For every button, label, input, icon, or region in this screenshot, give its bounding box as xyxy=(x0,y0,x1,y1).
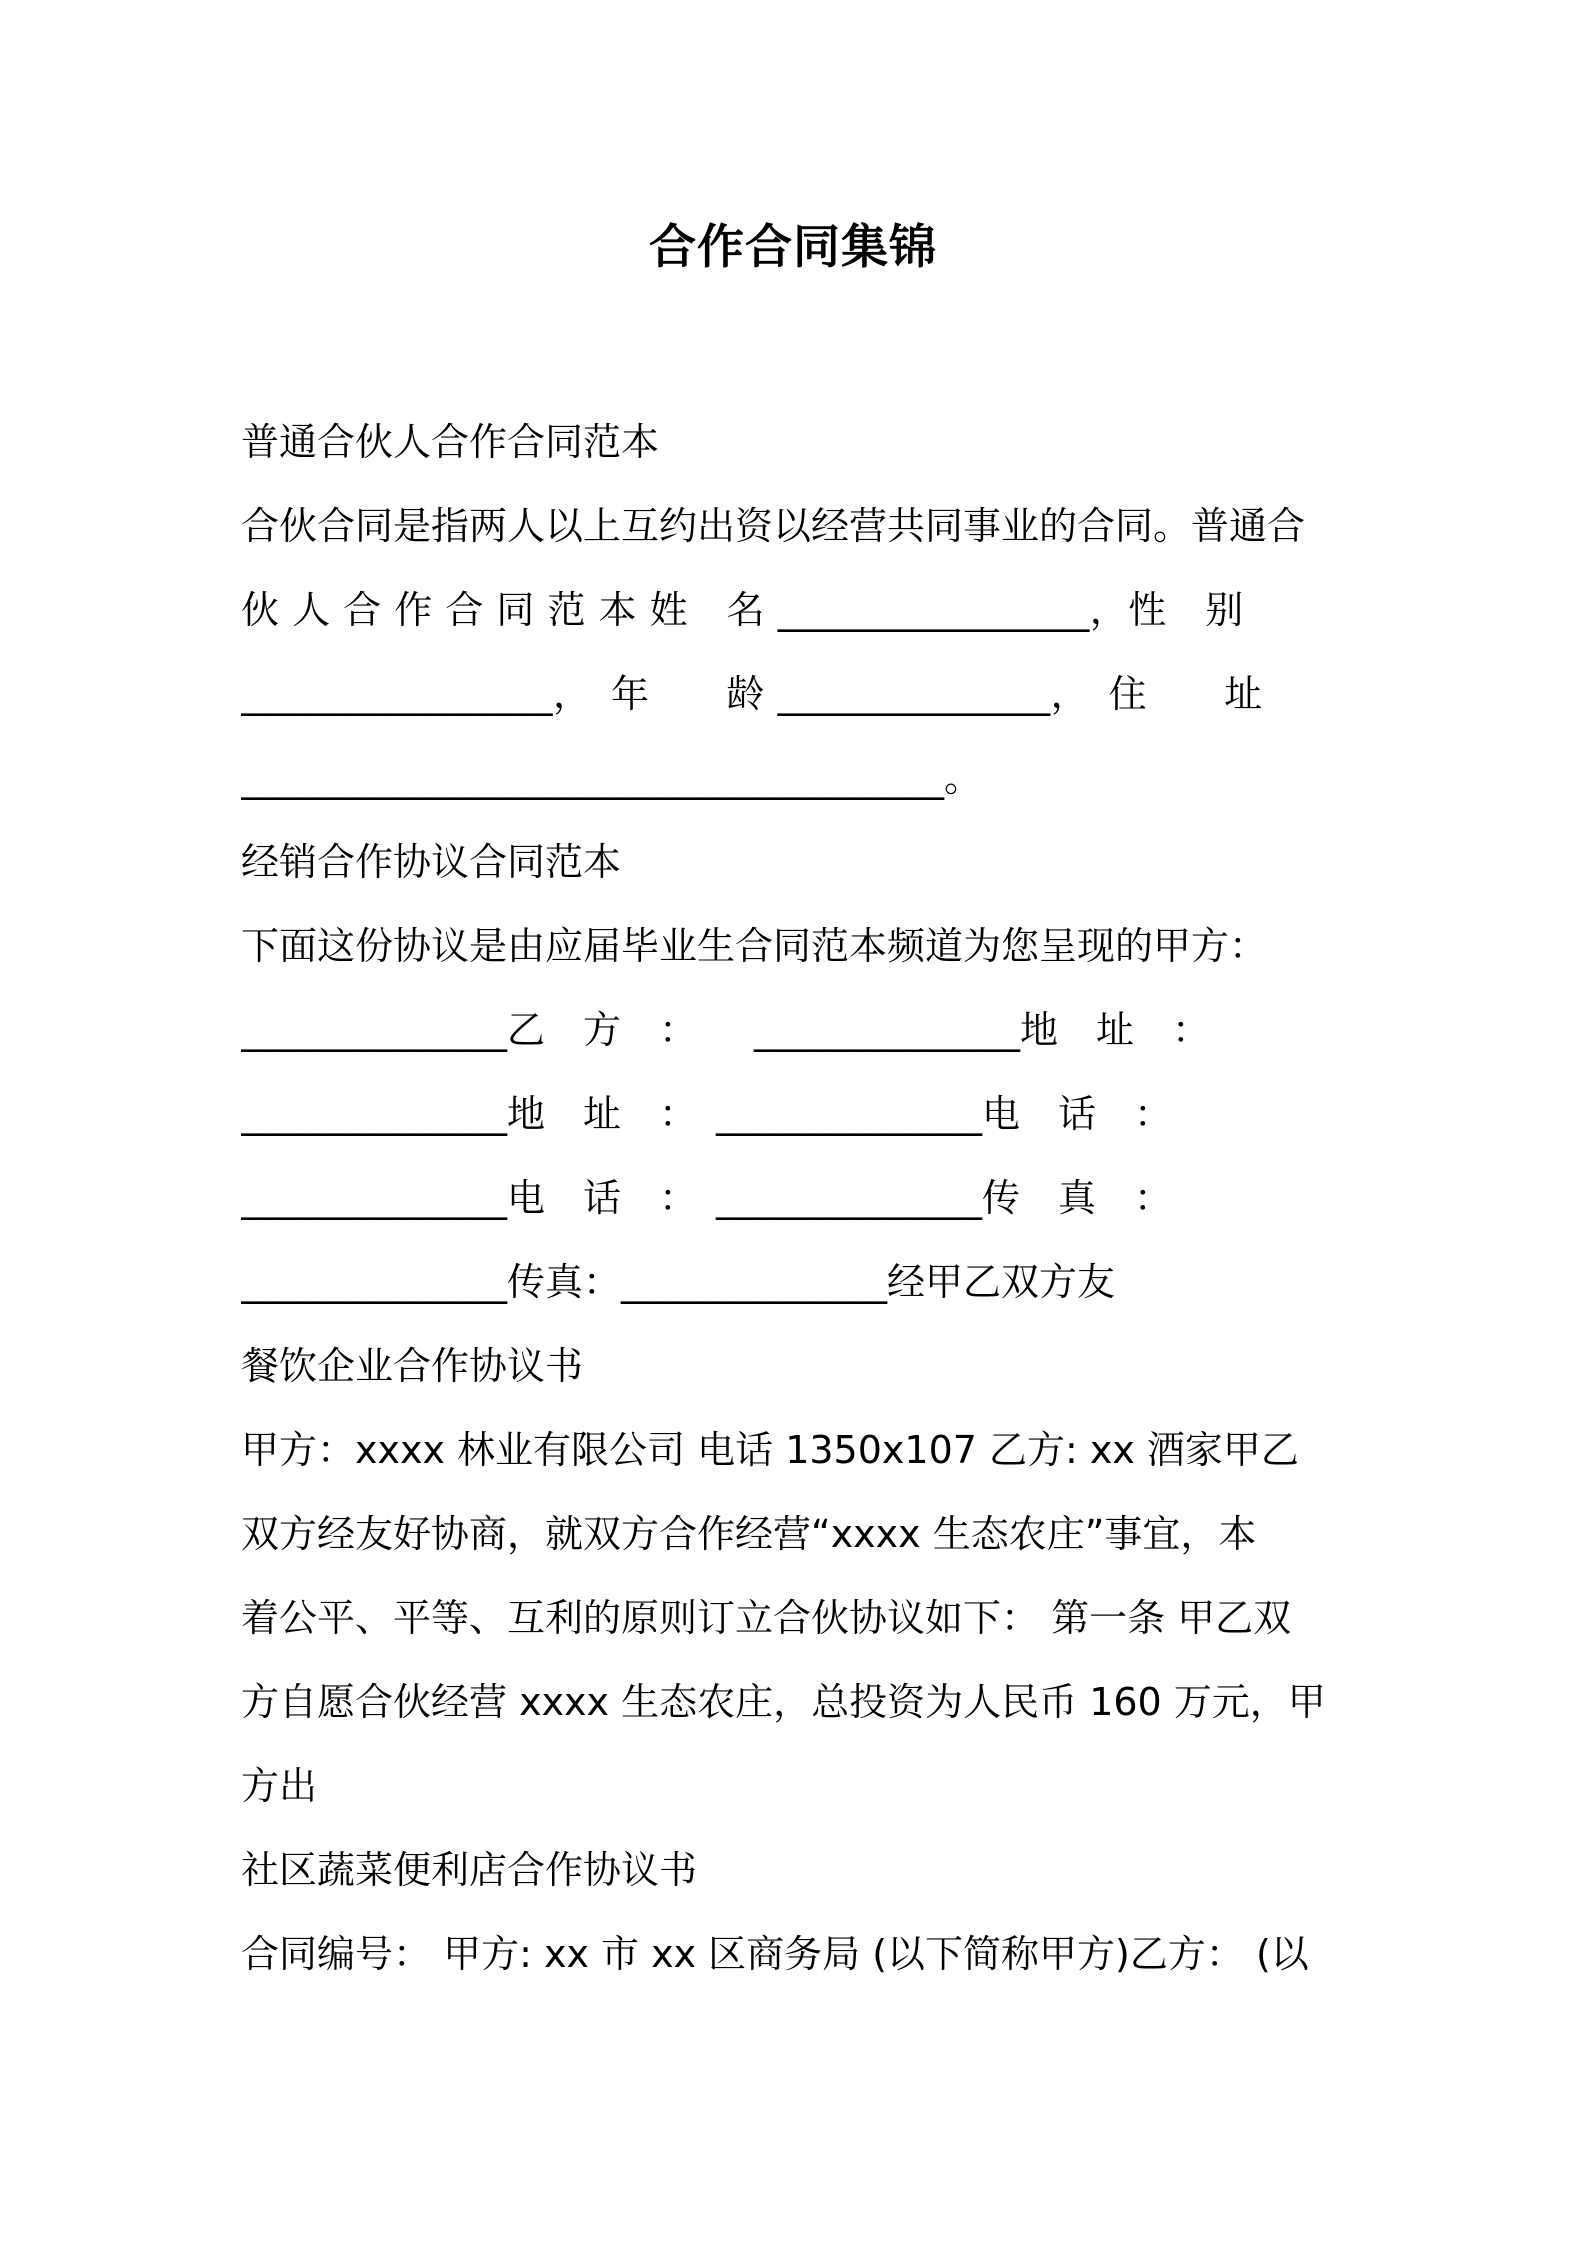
paragraph-line: ______________地 址 ： ______________电 话 ： xyxy=(241,1092,1173,1136)
paragraph-line: ______________传真：______________经甲乙双方友 xyxy=(241,1260,1116,1304)
paragraph-line: ______________乙 方 ： ______________地 址 ： xyxy=(241,1008,1211,1052)
paragraph-line: 甲方：xxxx 林业有限公司 电话 1350x107 乙方: xx 酒家甲乙 xyxy=(241,1428,1299,1472)
paragraph-line: 下面这份协议是由应届毕业生合同范本频道为您呈现的甲方： xyxy=(241,924,1268,968)
section-heading: 社区蔬菜便利店合作协议书 xyxy=(241,1848,698,1892)
paragraph-line: ______________电 话 ： ______________传 真 ： xyxy=(241,1176,1173,1220)
section-heading: 经销合作协议合同范本 xyxy=(241,840,622,884)
paragraph-line: 着公平、平等、互利的原则订立合伙协议如下： 第一条 甲乙双 xyxy=(241,1596,1292,1640)
paragraph-line: 方出 xyxy=(241,1764,318,1808)
document-body xyxy=(241,400,1353,1996)
section-heading: 餐饮企业合作协议书 xyxy=(241,1344,584,1388)
paragraph-line: 合伙合同是指两人以上互约出资以经营共同事业的合同。普通合 xyxy=(241,504,1306,548)
paragraph-line: 方自愿合伙经营 xxxx 生态农庄，总投资为人民币 160 万元，甲 xyxy=(241,1680,1326,1724)
paragraph-line: 伙 人 合 作 合 同 范 本 姓 名 ________________，性 别 xyxy=(241,588,1244,632)
paragraph-line: _____________________________________。 xyxy=(241,756,983,800)
document-title: 合作合同集锦 xyxy=(649,220,937,275)
paragraph-line: 合同编号： 甲方: xx 市 xx 区商务局 (以下简称甲方)乙方： (以 xyxy=(241,1932,1309,1976)
section-heading: 普通合伙人合作合同范本 xyxy=(241,420,660,464)
paragraph-line: ________________， 年 龄 ______________， 住 址 xyxy=(241,672,1263,716)
paragraph-line: 双方经友好协商，就双方合作经营“xxxx 生态农庄”事宜，本 xyxy=(241,1512,1257,1556)
